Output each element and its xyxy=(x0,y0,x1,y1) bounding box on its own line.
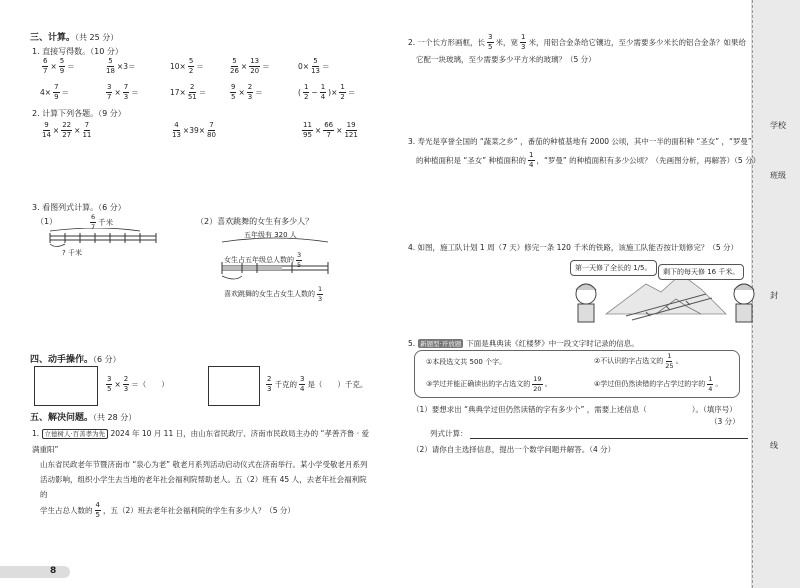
sec4-expression-2: $\frac{2}{3}$ 千克的 $\frac{3}{4}$ 是（ ）千克。 xyxy=(267,375,368,393)
q3-2-question: （2）喜欢跳舞的女生有多少人？ xyxy=(196,217,314,226)
q2-title: 2. 计算下列各题。（9 分） xyxy=(32,109,126,118)
r-q2-line1: 2. 一个长方形画框，长 $\frac{3}{5}$ 米，宽 $\frac{1}{3}$ 米，用铝合金条给它镶边，至少需要多少米长的铝合金条？如果给 xyxy=(408,33,746,51)
r-q5-part1-score: （3 分） xyxy=(710,417,740,426)
speech-bubble-left: 第一天修了全长的 1/5。 xyxy=(570,260,657,276)
r-q4-text: 4. 如图，施工队计划 1 周（7 天）修完一条 120 千米的铁路，该施工队能否按计划修完？（5 分） xyxy=(408,243,738,252)
speech-bubble-right: 剩下的每天修 16 千米。 xyxy=(658,264,744,280)
r-q5-part2: （2）请你自主选择信息，提出一个数学问题并解答。（4 分） xyxy=(412,445,616,454)
page-number: 8 xyxy=(50,566,57,576)
q1-item-9: $\frac{9}{5}$ × $\frac{2}{3}$ ＝ xyxy=(231,83,263,101)
q1-item-3: 10× $\frac{5}{2}$ ＝ xyxy=(170,57,204,75)
q2-item-3: $\frac{11}{95}$ × $\frac{66}{7}$ × $\frac{19}{121}$ xyxy=(303,121,358,139)
q3-1-label: （1） xyxy=(36,217,58,226)
r-q5-part1: （1）要想求出 “典典学过但仍然读错的字有多少个” ，需要上述信息（ ）。（填序号） xyxy=(412,405,737,414)
q2-item-1: $\frac{9}{14}$ × $\frac{22}{27}$ × $\frac{7}{11}$ xyxy=(42,121,92,139)
q1-title: 1. 直接写得数。（10 分） xyxy=(32,47,123,56)
answer-line[interactable] xyxy=(470,438,748,439)
page-number-tab xyxy=(0,566,70,578)
q1-item-10: ( $\frac{1}{2}$ − $\frac{1}{4}$ )× $\frac{1}{2}$ ＝ xyxy=(298,83,356,101)
q3-1-top-label: $\frac{6}{7}$ 千米 xyxy=(91,213,114,231)
r-q5-formula-label: 列式计算： xyxy=(430,429,468,438)
q1-item-5: 0× $\frac{5}{13}$ ＝ xyxy=(298,57,330,75)
section-3-title: 三、计算。（共 25 分） xyxy=(30,33,119,43)
q1-item-7: $\frac{3}{7}$ × $\frac{7}{3}$ ＝ xyxy=(107,83,139,101)
problem-1-tag: 立德树人·百善孝为先 xyxy=(42,429,109,439)
q3-2-dance-label: 喜欢跳舞的女生占女生人数的 $\frac{1}{3}$ xyxy=(224,285,323,303)
r-q5-title: 5. 新题型·开放题 下面是典典读《红楼梦》中一段文字时记录的信息。 xyxy=(408,339,639,348)
margin-label-line: 线 xyxy=(770,441,778,450)
info-1: ①本段选文共 500 个字。 xyxy=(426,358,507,366)
r-q2-line2: 它配一块玻璃，至少需要多少平方米的玻璃？（5 分） xyxy=(416,55,596,64)
q1-item-2: $\frac{5}{18}$ ×3＝ xyxy=(106,57,136,75)
q3-title: 3. 看图列式计算。（6 分） xyxy=(32,203,126,212)
margin-label-seal: 封 xyxy=(770,291,778,300)
q1-item-4: $\frac{5}{26}$ × $\frac{13}{20}$ ＝ xyxy=(230,57,270,75)
section-5-title: 五、解决问题。（共 28 分） xyxy=(30,413,137,423)
q3-1-bottom-label: ? 千米 xyxy=(62,249,82,257)
q2-item-2: $\frac{4}{13}$ ×39× $\frac{7}{80}$ xyxy=(172,121,216,139)
drawing-box-2[interactable] xyxy=(208,366,260,406)
sec4-expression-1: $\frac{3}{5}$ × $\frac{2}{3}$ ＝（ ） xyxy=(107,375,169,393)
segment-diagram-1 xyxy=(48,228,160,250)
margin-label-class: 班级 xyxy=(770,171,786,180)
q3-2-total-label: 五年级有 320 人 xyxy=(244,231,297,239)
drawing-box-1[interactable] xyxy=(34,366,98,406)
margin-label-school: 学校 xyxy=(770,121,786,130)
q1-item-8: 17× $\frac{2}{51}$ ＝ xyxy=(170,83,207,101)
r-q3-line1: 3. 寿光是享誉全国的 “蔬菜之乡” ，番茄的种植基地有 2000 公顷，其中一半的面积种 “圣女” ，“罗曼” xyxy=(408,137,752,146)
q3-2-girls-label: 女生占五年级总人数的 $\frac{3}{5}$ xyxy=(224,251,302,269)
problem-1: 1. 立德树人·百善孝为先 2024 年 10 月 11 日，由山东省民政厅、济南市民政局主办的 “孝善齐鲁 · 爱满重阳” 山东省民政老年节暨济南市 “泉心为老” 敬老月系列活动启动仪式在济南举行。某小学受敬老月系列 活动影响，组织小学生去当地的老年社会福利院帮助老人。五（2）班有 45 人，去老年社会福利院的 学生占总人数的 $\frac{4}{5}$ ，五（2）班去老年社会福利院的学生有多少人？（5 分） xyxy=(32,429,370,519)
info-2: ②不认识的字占选文的 $\frac{1}{25}$ 。 xyxy=(594,352,683,370)
q5-tag: 新题型·开放题 xyxy=(420,340,462,348)
q1-item-6: 4× $\frac{7}{9}$ ＝ xyxy=(40,83,70,101)
r-q3-line2: 的种植面积是 “圣女” 种植面积的 $\frac{1}{4}$ ，“罗曼” 的种植面积有多少公顷？（先画图分析，再解答）（5 分） xyxy=(416,151,761,169)
info-3: ③学过并能正确读出的字占选文的 $\frac{19}{20}$ 。 xyxy=(426,375,552,393)
info-4: ④学过但仍然读错的字占学过的字的 $\frac{1}{4}$ 。 xyxy=(594,375,723,393)
q1-item-1: $\frac{6}{7}$ × $\frac{5}{9}$ ＝ xyxy=(43,57,75,75)
section-4-title: 四、动手操作。（6 分） xyxy=(30,355,121,365)
